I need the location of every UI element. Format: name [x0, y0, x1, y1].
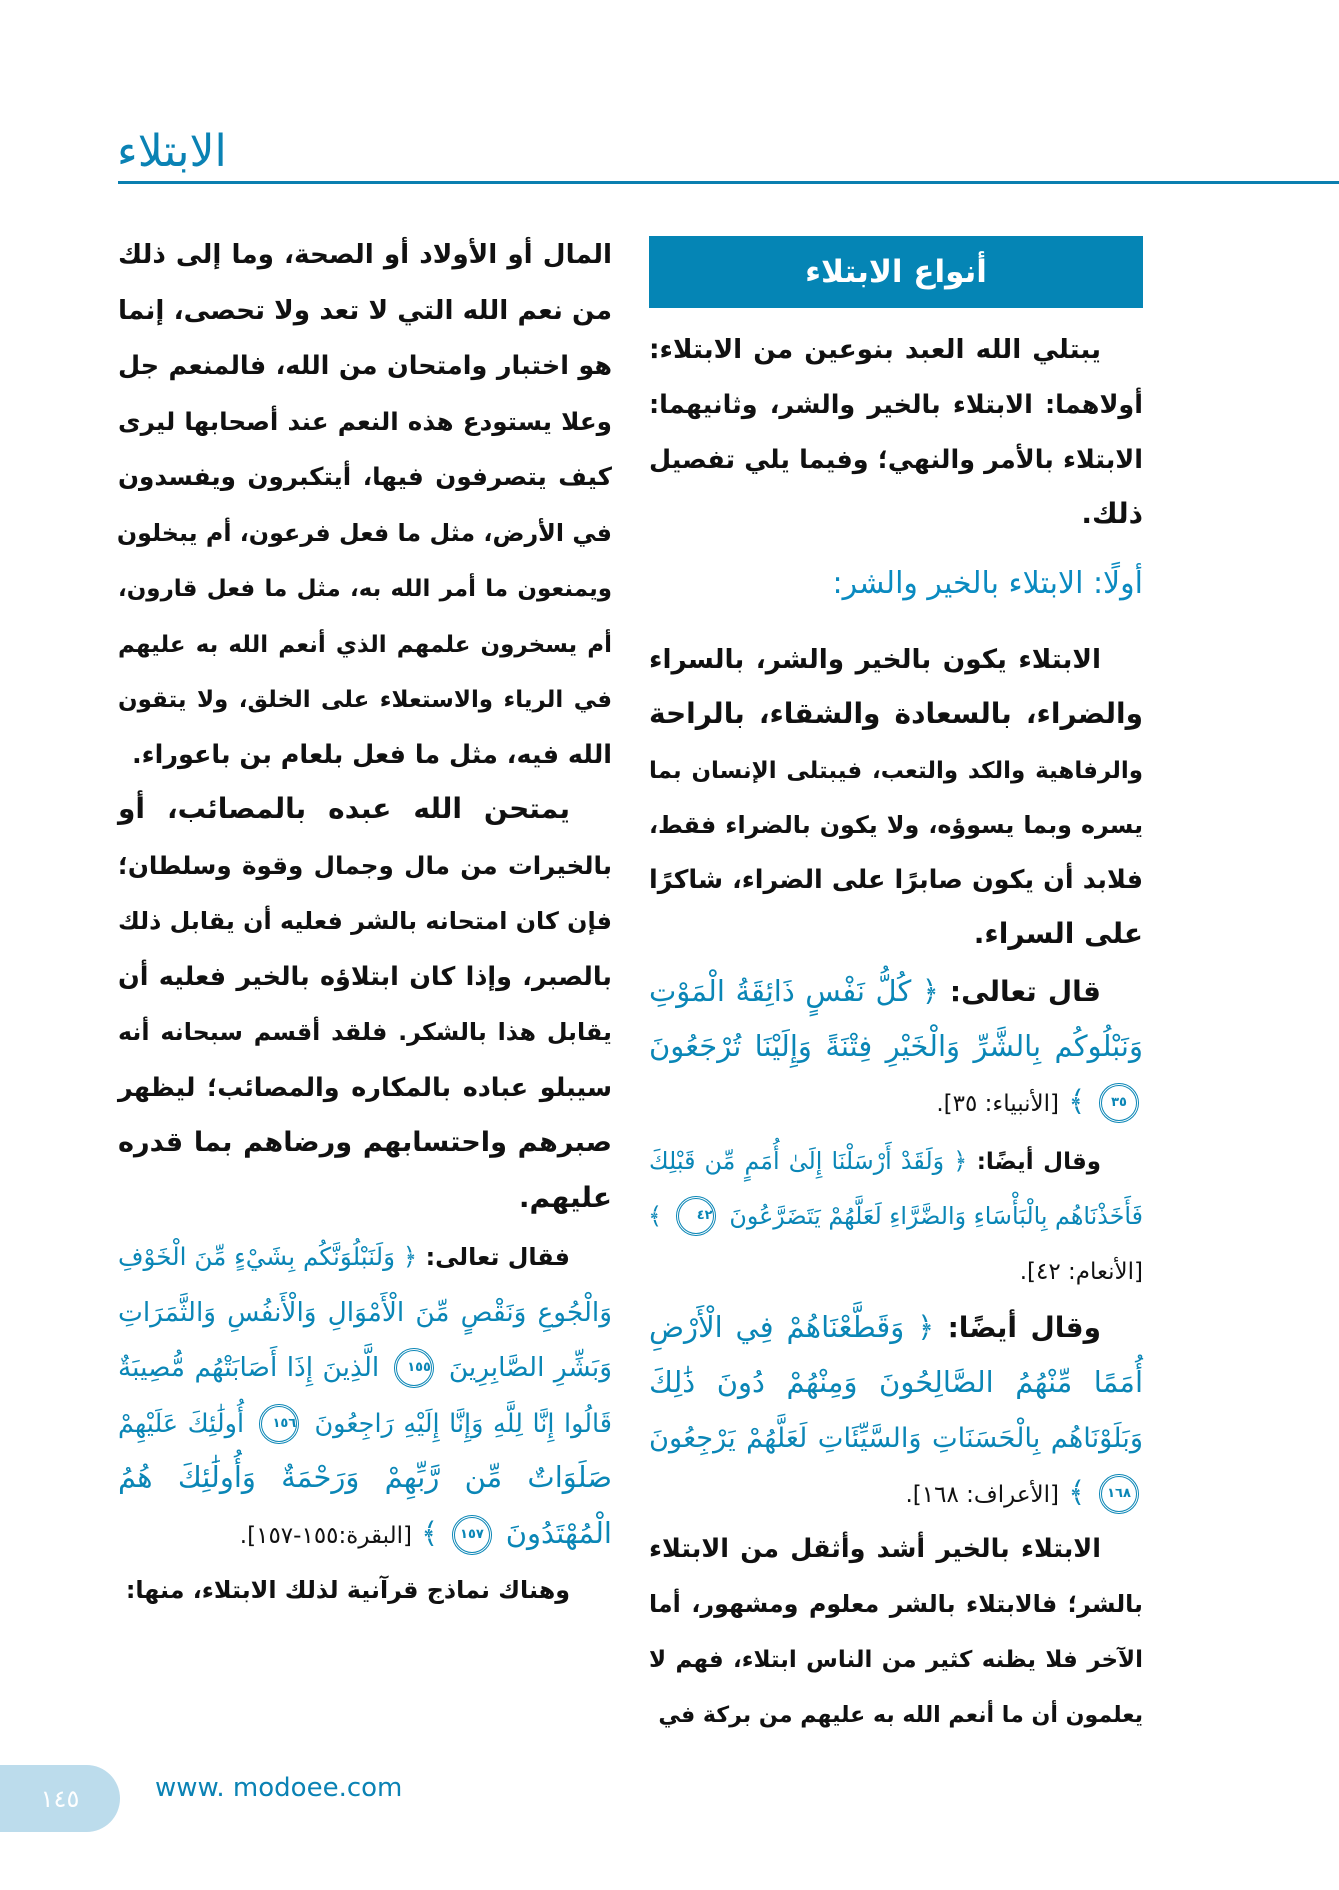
body-text: فلابد أن يكون صابرًا على الضراء، شاكرًا [649, 865, 1143, 895]
text-line [118, 1228, 612, 1284]
text-line [118, 226, 612, 282]
text-line [649, 556, 1143, 611]
text-line [649, 906, 1143, 961]
text-line [649, 1355, 1143, 1410]
ayah-number-marker: ١٥٧ [452, 1515, 492, 1555]
text-line [649, 1132, 1143, 1187]
body-text: بالشر؛ فالابتلاء بالشر معلوم ومشهور، أما [649, 1590, 1143, 1618]
text-line [118, 1395, 612, 1451]
right-column [649, 236, 1143, 1740]
text-line [118, 448, 612, 504]
text-line [118, 282, 612, 338]
body-text: قال تعالى: [938, 975, 1101, 1008]
verse-text: ﴾ [411, 1515, 439, 1550]
body-text: سيبلو عباده بالمكاره والمصائب؛ ليظهر [118, 1072, 612, 1103]
page-number: ١٤٥ [40, 1784, 80, 1813]
verse-text: الَّذِينَ إِذَا أَصَابَتْهُم مُّصِيبَةٌ [118, 1353, 380, 1383]
website-link[interactable]: www. modoee.com [155, 1773, 403, 1803]
subheading [649, 556, 1143, 611]
body-text: أولًا: الابتلاء بالخير والشر: [832, 566, 1143, 601]
verse-text: ﴿ وَلَقَدْ أَرْسَلْنَا إِلَىٰ أُمَمٍ مِّن قَبْلِكَ [649, 1147, 968, 1175]
body-text: ويمنعون ما أمر الله به، مثل ما فعل قارون، [118, 576, 612, 602]
quran-quote [649, 1132, 1143, 1297]
body-text: وعلا يستودع هذه النعم عند أصحابها ليرى [118, 406, 612, 436]
verse-text: أُمَمًا مِّنْهُمُ الصَّالِحُونَ وَمِنْهُمْ دُونَ ذَٰلِكَ [649, 1365, 1143, 1399]
text-line [118, 1561, 612, 1617]
verse-text: وَالْجُوعِ وَنَقْصٍ مِّنَ الْأَمْوَالِ وَالْأَنفُسِ وَالثَّمَرَاتِ [118, 1297, 612, 1328]
text-line [649, 1630, 1143, 1685]
text-line [118, 1339, 612, 1395]
verse-reference: [الأنبياء: ٣٥]. [936, 1091, 1060, 1117]
text-line [118, 892, 612, 948]
verse-text: ﴾ [647, 1202, 662, 1230]
text-line [118, 504, 612, 560]
text-line [649, 1242, 1143, 1297]
paragraph [649, 631, 1143, 961]
text-line [118, 948, 612, 1004]
body-text: يمتحن الله عبده بالمصائب، أو [118, 792, 570, 825]
ayah-number-marker: ١٥٥ [394, 1348, 434, 1388]
body-text: يقابل هذا بالشكر. فلقد أقسم سبحانه أنه [118, 1018, 612, 1046]
body-text: فإن كان امتحانه بالشر فعليه أن يقابل ذلك [118, 907, 612, 935]
body-text: أولاهما: الابتلاء بالخير والشر، وثانيهما: [649, 390, 1143, 420]
verse-text: ﴿ وَقَطَّعْنَاهُمْ فِي الْأَرْضِ [649, 1310, 935, 1344]
body-text: الابتلاء بالخير أشد وأثقل من الابتلاء [649, 1534, 1101, 1564]
verse-text: ﴿ كُلُّ نَفْسٍ ذَائِقَةُ الْمَوْتِ [649, 974, 939, 1008]
body-text: الآخر فلا يظنه كثير من الناس ابتلاء، فهم لا [649, 1647, 1143, 1673]
verse-text: وَبَلَوْنَاهُم بِالْحَسَنَاتِ وَالسَّيِّئَاتِ لَعَلَّهُمْ يَرْجِعُونَ [649, 1423, 1143, 1454]
body-text: فقال تعالى: [417, 1243, 570, 1271]
text-line [649, 1520, 1143, 1575]
verse-reference: [البقرة:١٥٥-١٥٧]. [239, 1522, 412, 1549]
text-line [649, 1410, 1143, 1465]
body-text: المال أو الأولاد أو الصحة، وما إلى ذلك [118, 240, 612, 270]
text-line [118, 1284, 612, 1340]
text-line [649, 741, 1143, 796]
body-text: كيف يتصرفون فيها، أيتكبرون ويفسدون [118, 462, 612, 491]
paragraph [649, 321, 1143, 541]
body-text: من نعم الله التي لا تعد ولا تحصى، إنما [118, 295, 612, 326]
verse-text: ﴿ وَلَنَبْلُوَنَّكُم بِشَيْءٍ مِّنَ الْخَوْفِ [118, 1242, 418, 1271]
text-line [649, 321, 1143, 376]
body-text: الله فيه، مثل ما فعل بلعام بن باعوراء. [131, 739, 612, 770]
section-title-box [649, 236, 1143, 308]
body-text: بالخيرات من مال وجمال وقوة وسلطان؛ [118, 850, 612, 880]
text-line [649, 1074, 1143, 1129]
text-line [118, 1506, 612, 1562]
body-text: والرفاهية والكد والتعب، فيبتلى الإنسان بما [649, 758, 1143, 784]
verse-text: قَالُوا إِنَّا لِلَّهِ وَإِنَّا إِلَيْهِ رَاجِعُونَ [314, 1408, 612, 1439]
verse-text: وَبَشِّرِ الصَّابِرِينَ [448, 1353, 612, 1383]
body-text: في الرياء والاستعلاء على الخلق، ولا يتقون [118, 687, 612, 713]
running-header-title: الابتلاء [117, 126, 227, 177]
text-line [118, 1170, 612, 1226]
body-text: والضراء، بالسعادة والشقاء، بالراحة [649, 697, 1143, 730]
text-line [649, 964, 1143, 1019]
verse-text: ﴾ [1059, 1475, 1086, 1509]
text-line [649, 851, 1143, 906]
verse-text: ﴾ [1059, 1084, 1086, 1118]
body-text: بالصبر، وإذا كان ابتلاؤه بالخير فعليه أن [118, 961, 612, 992]
text-line [649, 486, 1143, 541]
text-line [649, 376, 1143, 431]
body-text: وهناك نماذج قرآنية لذلك الابتلاء، منها: [125, 1576, 570, 1604]
text-line [649, 1685, 1143, 1740]
verse-text: فَأَخَذْنَاهُم بِالْبَأْسَاءِ وَالضَّرَّاءِ لَعَلَّهُمْ يَتَضَرَّعُونَ [729, 1202, 1143, 1230]
text-line [118, 1059, 612, 1115]
body-text: صبرهم واحتسابهم ورضاهم بما قدره [118, 1127, 612, 1158]
body-text: الابتلاء يكون بالخير والشر، بالسراء [649, 645, 1101, 675]
ayah-number-marker: ٣٥ [1099, 1083, 1139, 1123]
verse-text: وَنَبْلُوكُم بِالشَّرِّ وَالْخَيْرِ فِتْنَةً وَإِلَيْنَا تُرْجَعُونَ [649, 1029, 1143, 1063]
body-text: هو اختبار وامتحان من الله، فالمنعم جل [118, 351, 612, 381]
text-line [118, 781, 612, 837]
body-text: عليهم. [518, 1180, 612, 1214]
text-line [118, 837, 612, 893]
text-line [118, 1450, 612, 1506]
verse-text: أُولَٰئِكَ عَلَيْهِمْ [118, 1408, 245, 1439]
ayah-number-marker: ١٦٨ [1099, 1474, 1139, 1514]
text-line [118, 559, 612, 615]
text-line [118, 726, 612, 782]
body-text: على السراء. [973, 917, 1143, 950]
text-line [649, 686, 1143, 741]
body-text: وقال أيضًا: [934, 1311, 1101, 1344]
text-line [118, 393, 612, 449]
verse-text: صَلَوَاتٌ مِّن رَّبِّهِمْ وَرَحْمَةٌ وَأُولَٰئِكَ هُمُ [118, 1460, 612, 1494]
page-number-badge [0, 1765, 120, 1832]
text-line [649, 1300, 1143, 1355]
verse-reference: [الأعراف: ١٦٨]. [905, 1482, 1060, 1508]
text-line [649, 796, 1143, 851]
quran-quote [649, 1300, 1143, 1520]
left-column [118, 226, 612, 1617]
quran-quote [118, 1228, 612, 1561]
text-line [649, 1465, 1143, 1520]
body-text: وقال أيضًا: [967, 1149, 1101, 1175]
quran-quote [649, 964, 1143, 1129]
paragraph [118, 781, 612, 1225]
text-line [118, 1003, 612, 1059]
header-divider [118, 181, 1339, 184]
paragraph [118, 1561, 612, 1617]
body-text: الابتلاء بالأمر والنهي؛ وفيما يلي تفصيل [649, 445, 1143, 475]
text-line [649, 1019, 1143, 1074]
body-text: يسره وبما يسوؤه، ولا يكون بالضراء فقط، [649, 811, 1143, 839]
text-line [649, 431, 1143, 486]
paragraph [118, 226, 612, 781]
ayah-number-marker: ٤٢ [676, 1196, 716, 1236]
body-text: يعلمون أن ما أنعم الله به عليهم من بركة في [658, 1702, 1143, 1728]
body-text: يبتلي الله العبد بنوعين من الابتلاء: [649, 335, 1101, 365]
body-text: في الأرض، مثل ما فعل فرعون، أم يبخلون [116, 518, 612, 547]
paragraph [649, 1520, 1143, 1740]
ayah-number-marker: ١٥٦ [259, 1404, 299, 1444]
body-text: أم يسخرون علمهم الذي أنعم الله به عليهم [118, 631, 612, 658]
verse-text: الْمُهْتَدُونَ [505, 1515, 612, 1550]
text-line [649, 1187, 1143, 1242]
text-line [118, 1114, 612, 1170]
text-line [118, 337, 612, 393]
body-text: ذلك. [1081, 497, 1143, 530]
verse-reference: [الأنعام: ٤٢]. [1019, 1259, 1143, 1285]
text-line [118, 670, 612, 726]
text-line [649, 631, 1143, 686]
section-title: أنواع الابتلاء [805, 254, 987, 290]
text-line [649, 1575, 1143, 1630]
text-line [118, 615, 612, 671]
